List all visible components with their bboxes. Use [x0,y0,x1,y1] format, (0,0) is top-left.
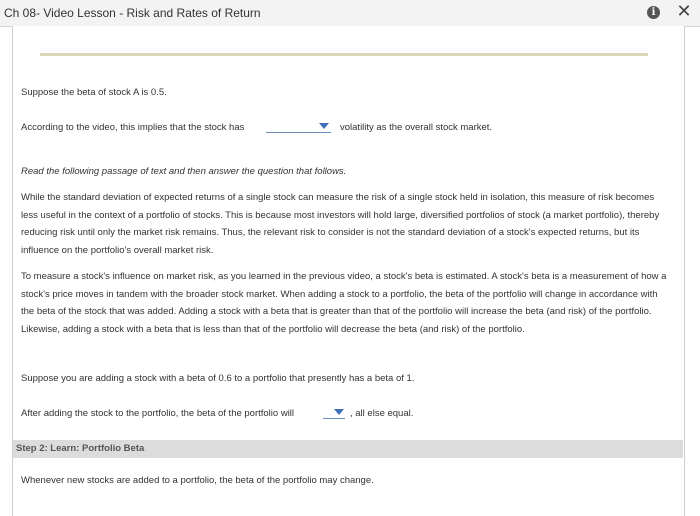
info-icon[interactable]: i [647,6,660,19]
q1-suffix: volatility as the overall stock market. [340,122,493,133]
q1-prefix: According to the video, this implies that the stock has [21,122,245,133]
beta-statement: Suppose the beta of stock A is 0.5. [21,87,167,98]
passage-instruction: Read the following passage of text and then answer the question that follows. [21,166,347,177]
step-header [13,440,683,458]
chevron-down-icon [319,123,329,129]
title-bar [0,0,700,27]
paragraph-beta: To measure a stock's influence on market risk, as you learned in the previous video, a stock's beta is estimated. A stock's beta is a measurement of how a stock's price moves in tandem with the broader stock market. When adding a stock to a portfolio, the beta of the portfolio will change in accordance with the beta of the stock that was added. Adding a stock with a beta that is greater than that of the portfolio will increase the beta (and risk) of the portfolio. Likewise, adding a stock with a beta that is less than that of the portfolio will decrease the beta (and risk) of the portfolio. [21,271,667,335]
q2-prefix: After adding the stock to the portfolio, the beta of the portfolio will [21,408,295,419]
chevron-down-icon [334,409,344,415]
portfolio-beta-dropdown[interactable] [323,408,345,419]
step-text: Whenever new stocks are added to a portfolio, the beta of the portfolio may change. [21,475,374,486]
step-label: Step 2: Learn: Portfolio Beta [16,443,145,454]
window-title: Ch 08- Video Lesson - Risk and Rates of Return [4,6,261,20]
divider-rule [40,53,648,56]
q2-suffix: , all else equal. [350,408,414,419]
portfolio-statement: Suppose you are adding a stock with a beta of 0.6 to a portfolio that presently has a beta of 1. [21,373,415,384]
close-icon[interactable]: ✕ [676,1,692,22]
paragraph-std-dev: While the standard deviation of expected returns of a single stock can measure the risk of a single stock held in isolation, this measure of risk becomes less useful in the context of a portfolio of stocks. This is because most investors will hold large, diversified portfolios of stock (a market portfolio), thereby reducing risk until only the market risk remains. Thus, the relevant risk to consider is not the standard deviation of a stock's expected returns, but its influence on the portfolio's overall market risk. [21,192,660,256]
volatility-dropdown[interactable] [266,122,331,133]
